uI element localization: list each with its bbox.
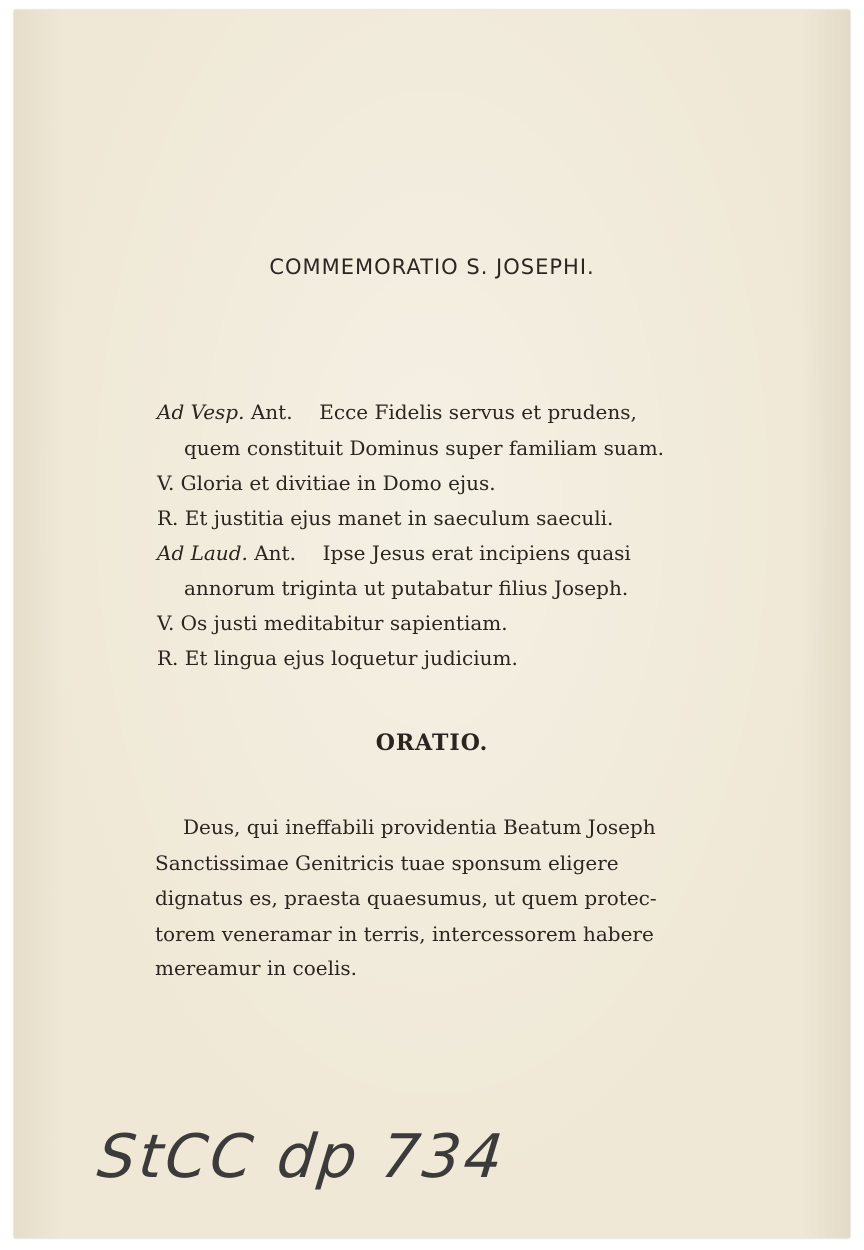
lauds-antiphon-text: Ipse Jesus erat incipiens quasi <box>322 541 631 565</box>
vespers-ant-label: Ant. <box>250 400 293 424</box>
lauds-ant-label: Ant. <box>254 541 296 565</box>
oratio-heading: ORATIO. <box>375 730 489 756</box>
vespers-antiphon-text: Ecce Fidelis servus et prudens, <box>319 400 637 424</box>
oratio-line: Deus, qui ineffabili providentia Beatum Joseph <box>183 815 656 839</box>
document-page <box>14 10 850 1238</box>
oratio-line: dignatus es, praesta quaesumus, ut quem protec- <box>155 886 657 910</box>
lauds-label: Ad Laud. <box>157 541 248 565</box>
vespers-versicle: V. Gloria et divitiae in Domo ejus. <box>157 471 496 495</box>
vespers-antiphon-line2: quem constituit Dominus super familiam suam. <box>184 436 665 460</box>
lauds-antiphon-line1 <box>157 541 631 565</box>
lauds-response: R. Et lingua ejus loquetur judicium. <box>157 646 518 670</box>
vespers-response: R. Et justitia ejus manet in saeculum saeculi. <box>157 506 614 530</box>
lauds-antiphon-line2: annorum triginta ut putabatur filius Joseph. <box>184 576 629 600</box>
handwritten-shelfmark: StCC dp 734 <box>94 1122 509 1192</box>
vespers-label: Ad Vesp. <box>157 400 245 424</box>
page-title: COMMEMORATIO S. JOSEPHI. <box>269 255 595 279</box>
lauds-versicle: V. Os justi meditabitur sapientiam. <box>157 611 508 635</box>
oratio-line: torem veneramar in terris, intercessorem habere <box>155 922 654 946</box>
oratio-line: Sanctissimae Genitricis tuae sponsum eligere <box>155 851 619 875</box>
vespers-antiphon-line1 <box>157 400 637 424</box>
oratio-line: mereamur in coelis. <box>155 956 358 980</box>
